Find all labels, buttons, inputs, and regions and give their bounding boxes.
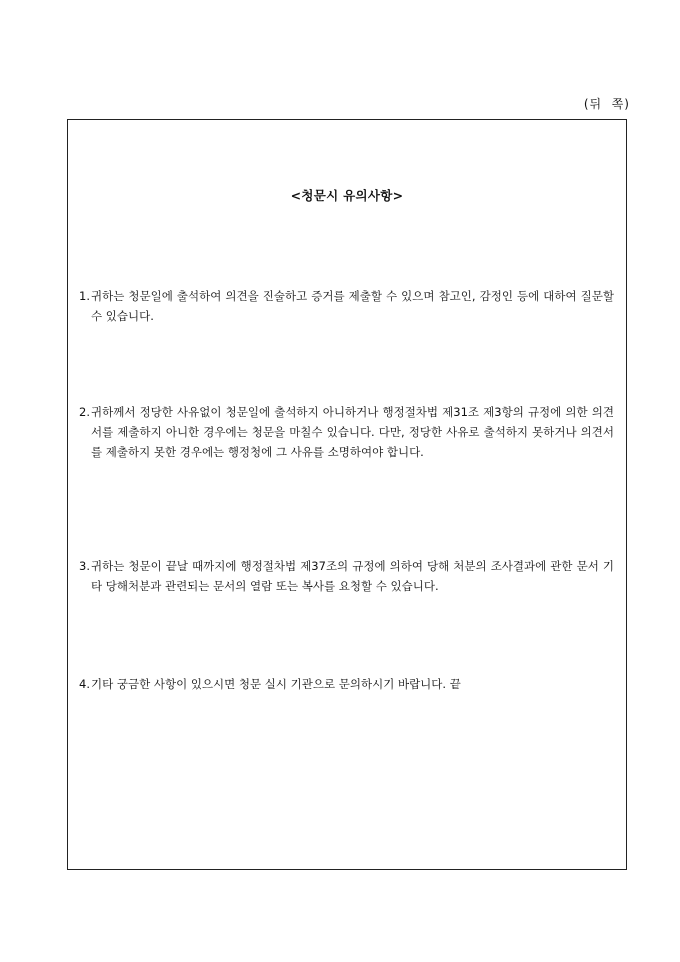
- notice-frame: [67, 119, 627, 870]
- page-side-label: (뒤 쪽): [583, 97, 630, 111]
- item-text: 귀하는 청문일에 출석하여 의견을 진술하고 증거를 제출할 수 있으며 참고인, 감정인 등에 대하여 질문할 수 있습니다.: [91, 289, 614, 323]
- notice-item-1: [79, 286, 614, 326]
- item-text: 귀하는 청문이 끝날 때까지에 행정절차법 제37조의 규정에 의하여 당해 처분의 조사결과에 관한 문서 기타 당해처분과 관련되는 문서의 열람 또는 복사를 요청할 수 있습니다.: [91, 559, 614, 593]
- item-number: 3.: [79, 559, 90, 573]
- item-text: 귀하께서 정당한 사유없이 청문일에 출석하지 아니하거나 행정절차법 제31조 제3항의 규정에 의한 의견서를 제출하지 아니한 경우에는 청문을 마칠수 있습니다. 다만, 정당한 사유로 출석하지 못하거나 의견서를 제출하지 못한 경우에는 행정청에 그 사유를 소명하여야 합니다.: [91, 405, 615, 459]
- notice-item-3: [79, 556, 614, 596]
- notice-title: <청문시 유의사항>: [290, 188, 404, 203]
- item-number: 4.: [79, 677, 90, 691]
- item-number: 2.: [79, 405, 90, 419]
- item-number: 1.: [79, 289, 90, 303]
- item-text: 기타 궁금한 사항이 있으시면 청문 실시 기관으로 문의하시기 바랍니다. 끝: [91, 677, 461, 691]
- notice-item-4: [79, 674, 614, 694]
- notice-item-2: [79, 402, 614, 462]
